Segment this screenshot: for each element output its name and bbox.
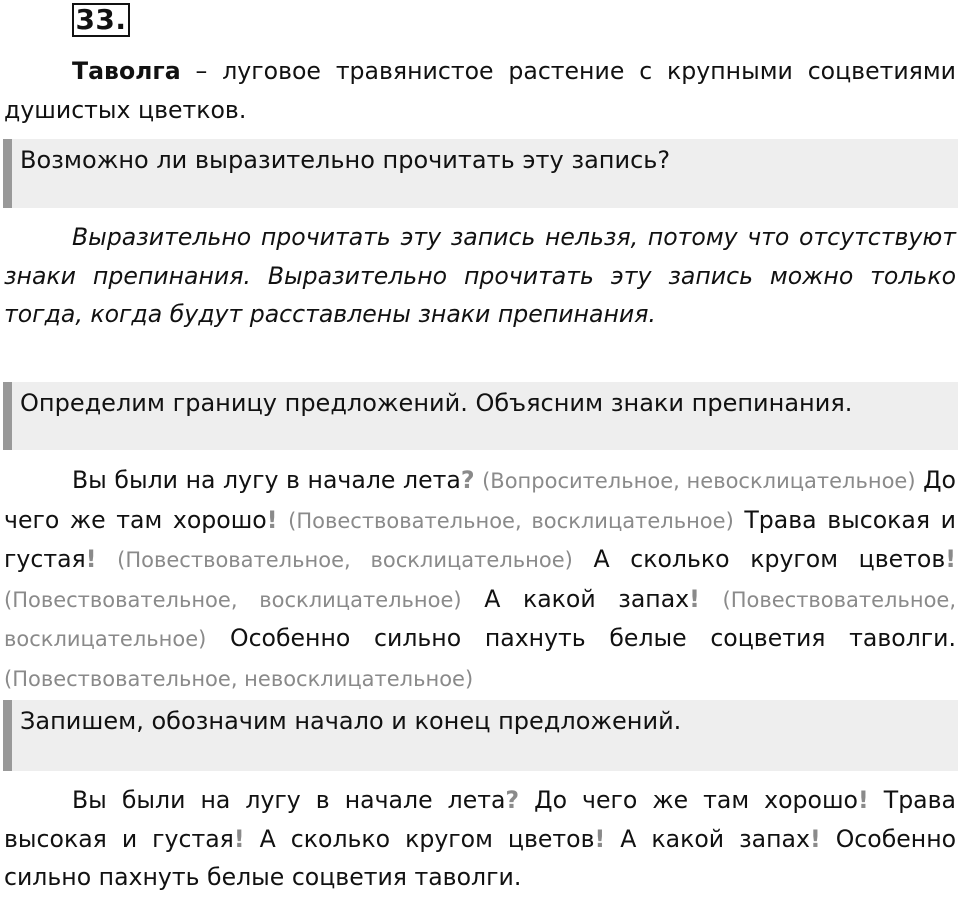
sentence-6-note: (Повествовательное, невосклицательное) <box>4 666 474 691</box>
sentence-2-note: (Повествовательное, восклицательное) <box>288 508 734 533</box>
final-sentence-3-mark: ! <box>233 824 245 853</box>
sentence-5-mark: ! <box>689 584 700 613</box>
sentence-3: Трава высокая и густая <box>4 505 957 573</box>
final-sentence-6: Особенно сильно пахнуть белые соцветия таволги. <box>4 824 957 891</box>
sentence-2: До чего же там хорошо <box>4 466 956 534</box>
final-text-paragraph <box>4 781 956 897</box>
question-box-1 <box>3 139 958 208</box>
final-sentence-1: Вы были на лугу в начале лета <box>72 786 506 814</box>
final-sentence-3: Трава высокая и густая <box>4 786 957 853</box>
final-sentence-2-mark: ! <box>858 786 869 814</box>
question-3: Запишем, обозначим начало и конец предложений. <box>20 707 682 735</box>
sentence-4-note: (Повествовательное, восклицательное) <box>4 587 462 612</box>
sentence-5: А какой запах <box>484 584 690 613</box>
final-sentence-4: А сколько кругом цветов <box>259 824 595 853</box>
final-sentence-2: До чего же там хорошо <box>534 786 858 814</box>
definition-text: – луговое травянистое растение с крупными соцветиями душистых цветков. <box>4 57 956 124</box>
question-box-2 <box>3 382 958 450</box>
answer-text: Выразительно прочитать эту запись нельзя, потому что отсутствуют знаки препинания. Выразительно прочитать эту запись можно только тогда, когда будут расставлены знаки препинания. <box>4 223 956 328</box>
answer-paragraph <box>4 218 956 334</box>
definition-term: Таволга <box>72 57 181 85</box>
sentence-4-mark: ! <box>945 545 957 573</box>
exercise-number: 33. <box>72 3 130 37</box>
sentence-1: Вы были на лугу в начале лета <box>72 466 461 494</box>
final-sentence-1-mark: ? <box>505 786 520 814</box>
final-sentence-4-mark: ! <box>594 824 606 853</box>
sentence-3-note: (Повествовательное, восклицательное) <box>117 548 573 572</box>
sentence-4: А сколько кругом цветов <box>593 545 946 573</box>
sentence-2-mark: ! <box>266 505 278 534</box>
question-1: Возможно ли выразительно прочитать эту запись? <box>20 146 671 174</box>
question-box-3 <box>3 700 958 771</box>
final-sentence-5-mark: ! <box>809 824 821 853</box>
definition-paragraph <box>4 52 956 129</box>
sentence-1-note: (Вопросительное, невосклицательное) <box>482 469 916 493</box>
sentence-1-mark: ? <box>460 466 475 494</box>
final-sentence-5: А какой запах <box>620 824 810 853</box>
sentence-5-note: (Повествовательное, восклицательное) <box>4 587 957 651</box>
annotated-sentences <box>4 461 956 698</box>
question-2: Определим границу предложений. Объясним знаки препинания. <box>20 389 853 417</box>
sentence-6: Особенно сильно пахнуть белые соцветия таволги. <box>230 624 957 652</box>
sentence-3-mark: ! <box>85 545 97 573</box>
